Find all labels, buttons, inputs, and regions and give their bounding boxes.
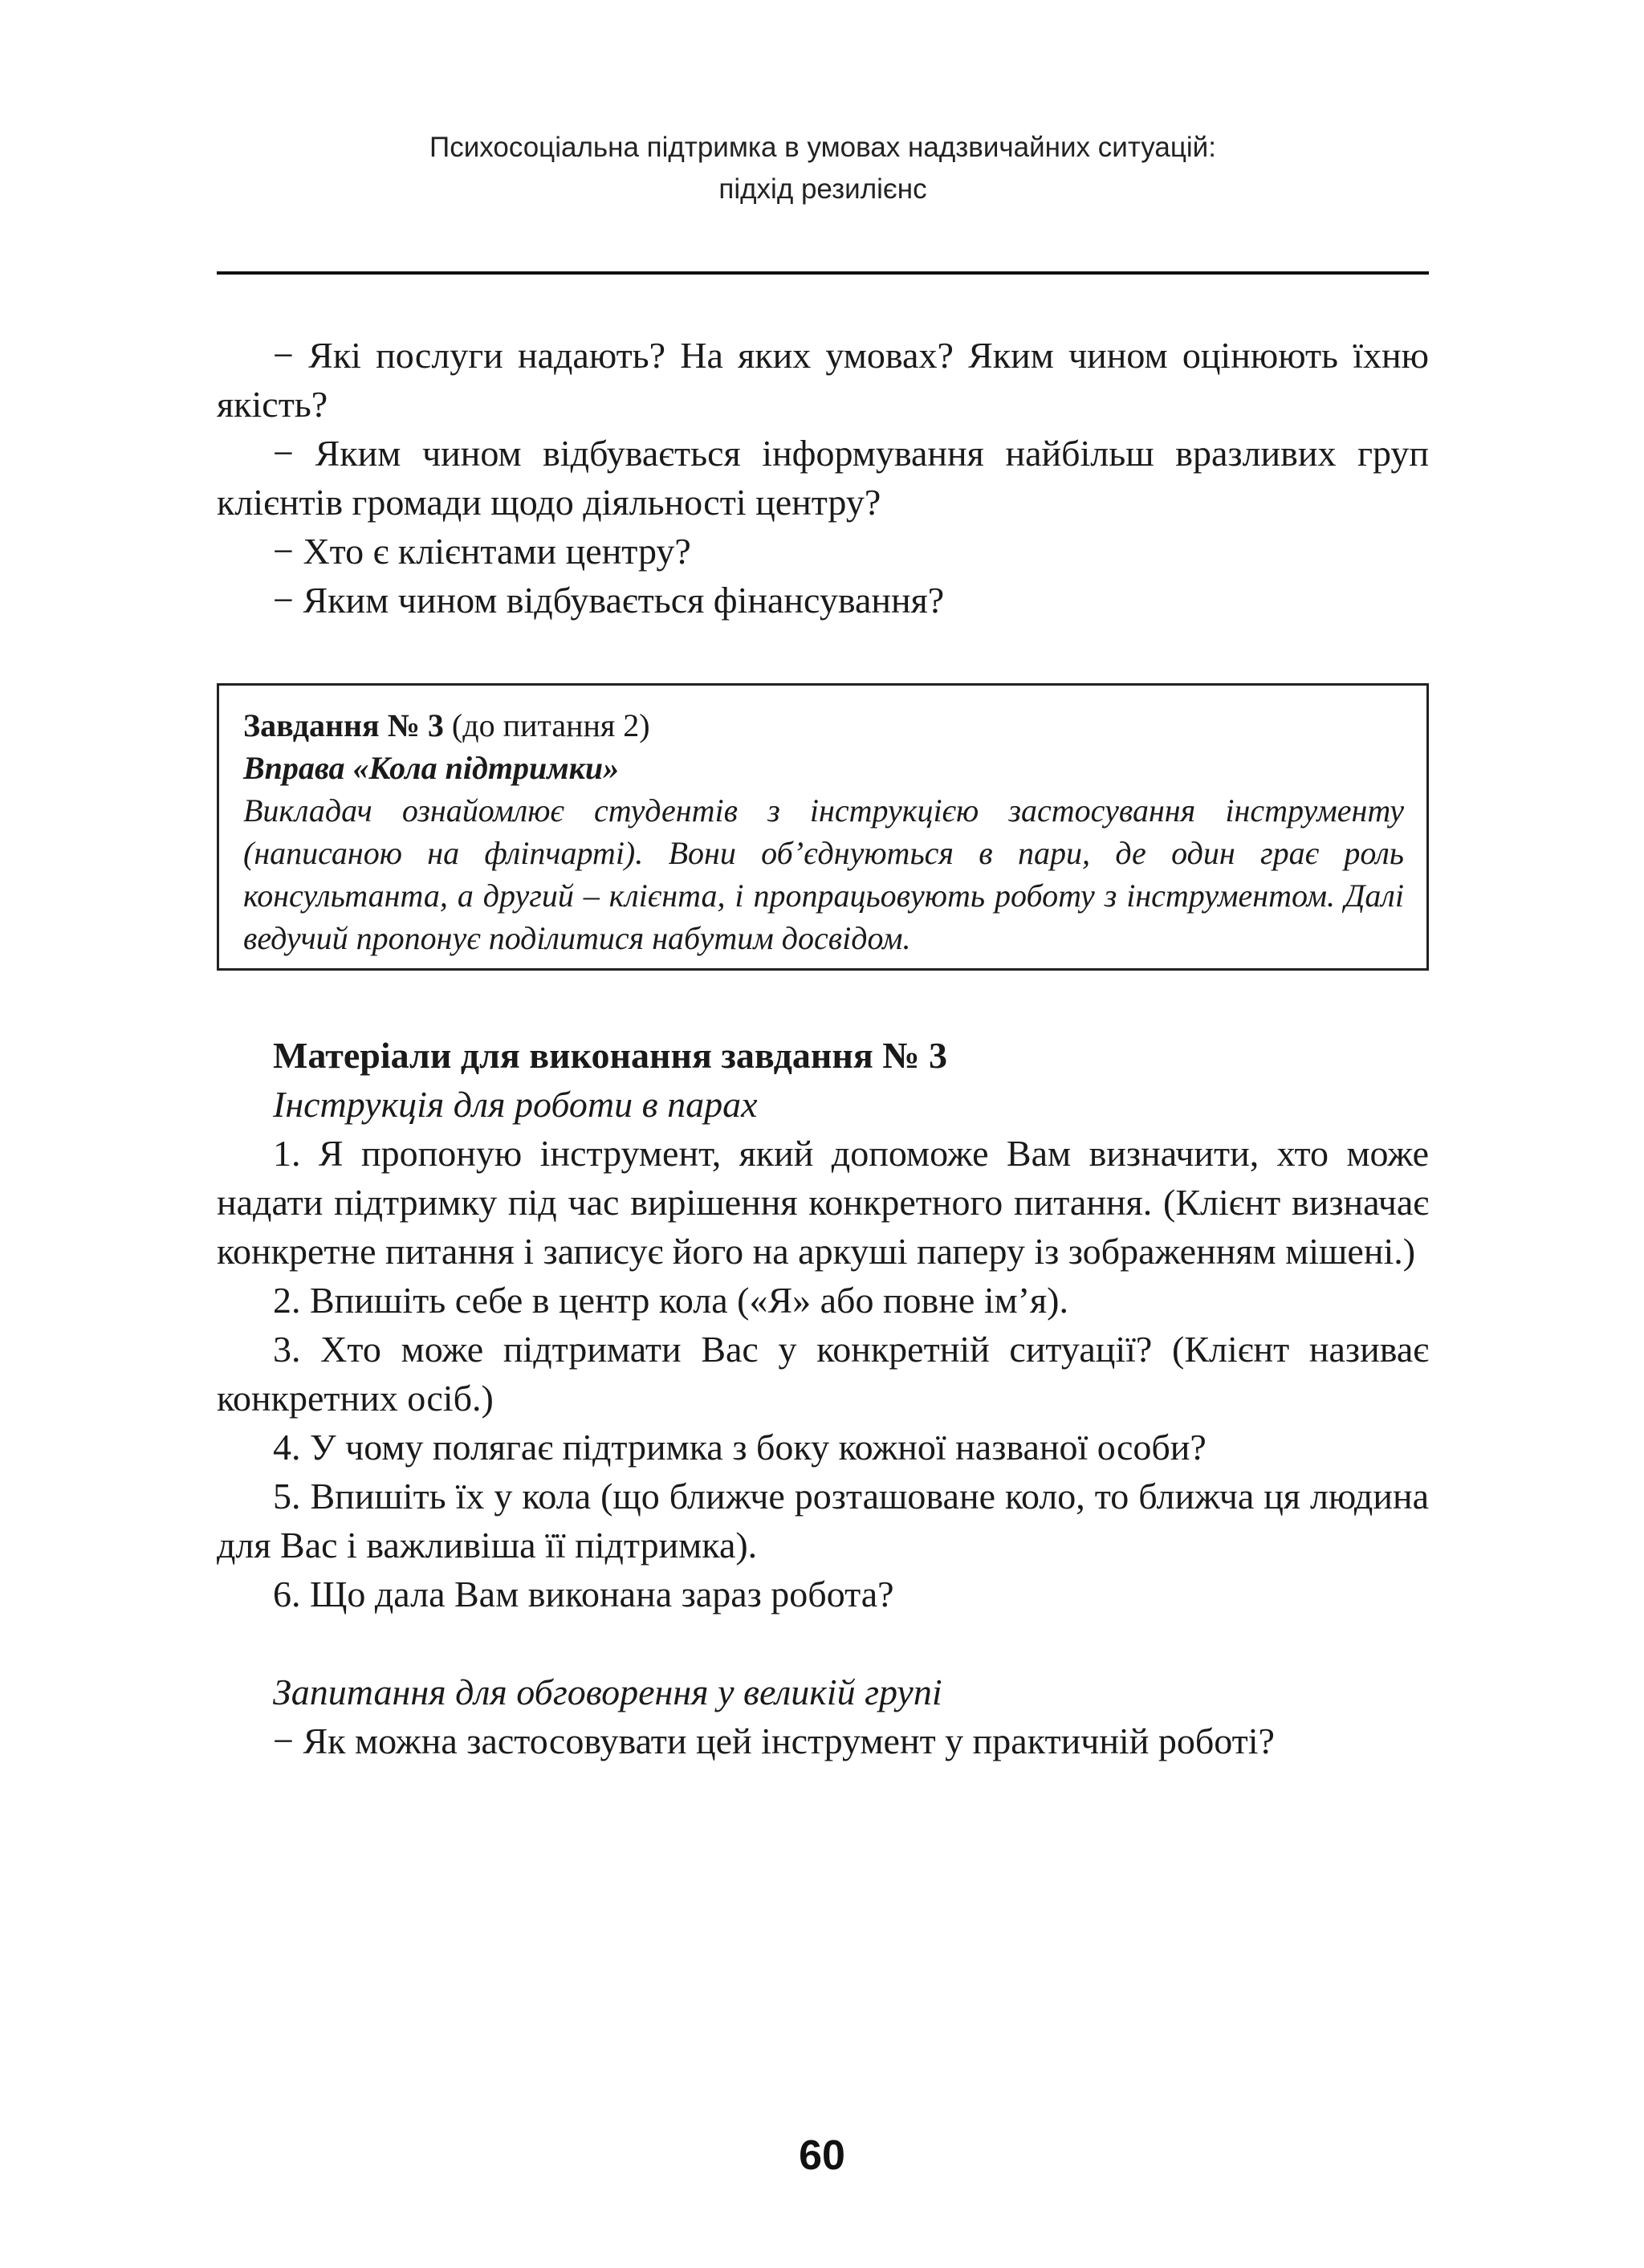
question-item: − Яким чином відбувається фінансування? <box>273 580 945 621</box>
question-item: − Які послуги надають? На яких умовах? Яким чином оцінюють їхню якість? <box>217 335 1429 425</box>
header-rule <box>217 271 1429 275</box>
question-list <box>217 331 1429 625</box>
exercise-title <box>243 747 1404 789</box>
instruction-step: 2. Впишіть себе в центр кола («Я» або повне ім’я). <box>273 1280 1068 1321</box>
exercise-title-text: Вправа «Кола підтримки» <box>243 750 620 786</box>
spacer <box>217 1619 1429 1667</box>
task-title-note: (до питання 2) <box>443 707 650 743</box>
task-title-number: Завдання № 3 <box>243 707 444 743</box>
running-header-line-2: підхід резилієнс <box>718 173 927 205</box>
task-box <box>217 683 1429 971</box>
instruction-step: 6. Що дала Вам виконана зараз робота? <box>273 1574 894 1614</box>
task-description: Викладач ознайомлює студентів з інструкцією застосування інструменту (написаною на фліпчарті). Вони об’єднуються в пари, де один грає роль консультанта, а другий – клієнта, і пропрацьовують роботу з інструментом. Далі ведучий пропонує поділитися набутим досвідом. <box>243 792 1404 956</box>
page-number: 60 <box>799 2132 845 2179</box>
materials-section <box>217 1031 1429 1765</box>
instruction-step: 3. Хто може підтримати Вас у конкретній ситуації? (Клієнт називає конкретних осіб.) <box>217 1329 1429 1419</box>
running-header <box>217 127 1429 210</box>
instruction-step: 1. Я пропоную інструмент, який допоможе Вам визначити, хто може надати підтримку під час вирішення конкретного питання. (Клієнт визначає конкретне питання і записує його на аркуші паперу із зображенням мішені.) <box>217 1133 1429 1272</box>
instruction-step: 4. У чому полягає підтримка з боку кожної названої особи? <box>273 1427 1207 1468</box>
running-header-line-1: Психосоціальна підтримка в умовах надзвичайних ситуацій: <box>429 132 1216 163</box>
question-item: − Хто є клієнтами центру? <box>273 531 691 572</box>
materials-heading: Матеріали для виконання завдання № 3 <box>273 1035 947 1076</box>
instruction-step: 5. Впишіть їх у кола (що ближче розташоване коло, то ближча ця людина для Вас і важливіша її підтримка). <box>217 1476 1429 1566</box>
materials-subheading: Інструкція для роботи в парах <box>273 1084 758 1125</box>
task-title <box>243 704 1404 747</box>
discussion-heading: Запитання для обговорення у великій групі <box>273 1671 942 1712</box>
question-item: − Яким чином відбувається інформування найбільш вразливих груп клієнтів громади щодо діяльності центру? <box>217 433 1429 523</box>
discussion-question: − Як можна застосовувати цей інструмент у практичній роботі? <box>273 1720 1275 1761</box>
